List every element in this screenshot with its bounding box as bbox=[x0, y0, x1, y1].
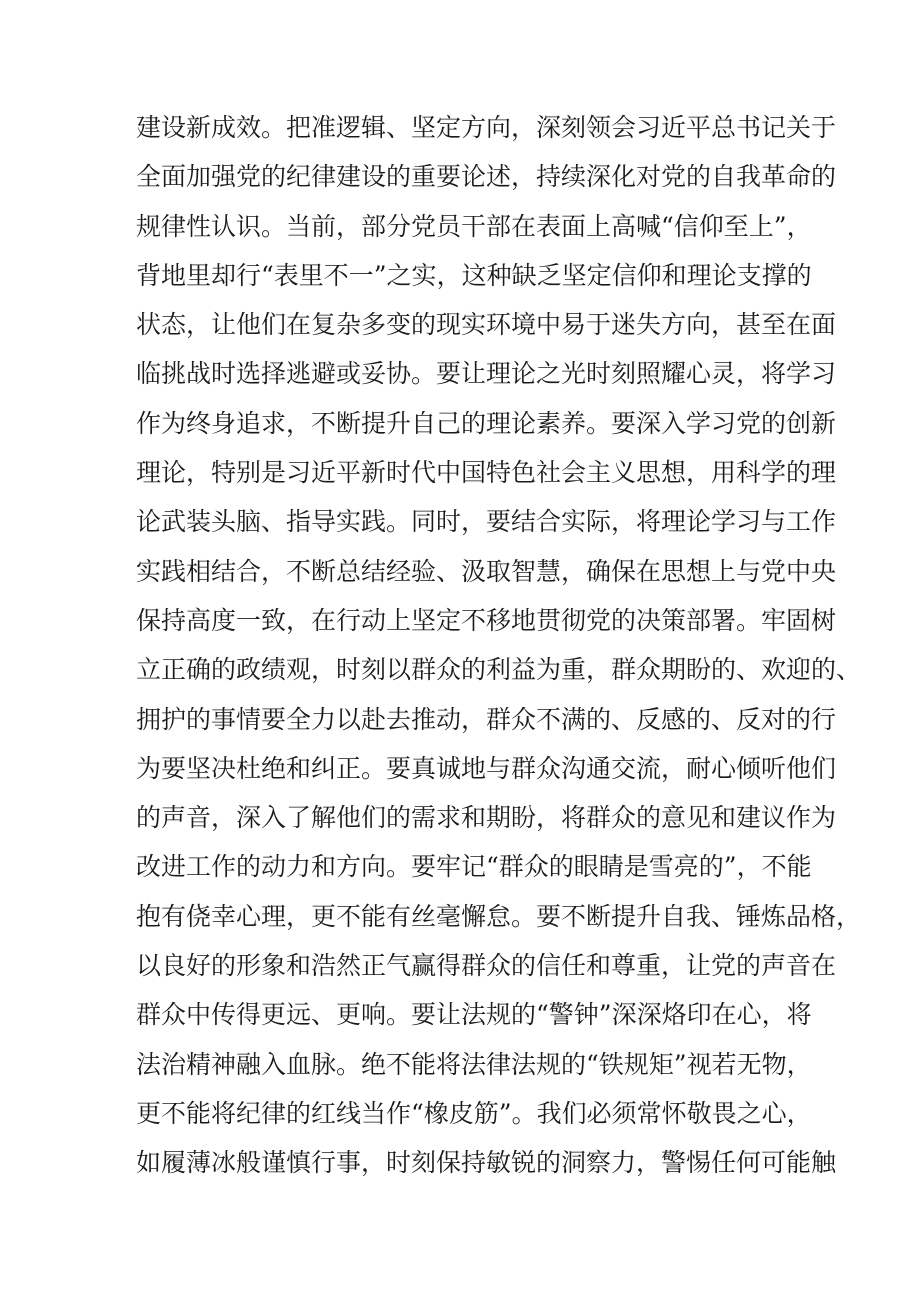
text-line-7: 作为终身追求，不断提升自己的理论素养。要深入学习党的创新 bbox=[136, 408, 837, 438]
text-line-3: 规律性认识。当前，部分党员干部在表面上高喊“信仰至上”， bbox=[136, 211, 812, 241]
text-line-10: 实践相结合，不断总结经验、汲取智慧，确保在思想上与党中央 bbox=[136, 556, 837, 586]
text-line-19: 群众中传得更远、更响。要让法规的“警钟”深深烙印在心，将 bbox=[136, 1000, 812, 1030]
text-line-5: 状态，让他们在复杂多变的现实环境中易于迷失方向，甚至在面 bbox=[136, 310, 837, 340]
text-line-18: 以良好的形象和浩然正气赢得群众的信任和尊重，让党的声音在 bbox=[136, 951, 837, 981]
text-line-2: 全面加强党的纪律建设的重要论述，持续深化对党的自我革命的 bbox=[136, 162, 837, 192]
body-paragraph bbox=[136, 103, 862, 1188]
text-line-12: 立正确的政绩观，时刻以群众的利益为重，群众期盼的、欢迎的、 bbox=[136, 655, 862, 685]
text-line-16: 改进工作的动力和方向。要牢记“群众的眼睛是雪亮的”，不能 bbox=[136, 852, 812, 882]
text-line-9: 论武装头脑、指导实践。同时，要结合实际，将理论学习与工作 bbox=[136, 507, 837, 537]
text-line-4: 背地里却行“表里不一”之实，这种缺乏坚定信仰和理论支撑的 bbox=[136, 260, 812, 290]
text-line-22: 如履薄冰般谨慎行事，时刻保持敏锐的洞察力，警惕任何可能触 bbox=[136, 1148, 837, 1178]
text-line-6: 临挑战时选择逃避或妥协。要让理论之光时刻照耀心灵，将学习 bbox=[136, 359, 837, 389]
text-line-8: 理论，特别是习近平新时代中国特色社会主义思想，用科学的理 bbox=[136, 458, 837, 488]
text-line-21: 更不能将纪律的红线当作“橡皮筋”。我们必须常怀敬畏之心， bbox=[136, 1098, 812, 1128]
text-line-20: 法治精神融入血脉。绝不能将法律法规的“铁规矩”视若无物， bbox=[136, 1049, 812, 1079]
text-line-13: 拥护的事情要全力以赴去推动，群众不满的、反感的、反对的行 bbox=[136, 704, 837, 734]
text-line-11: 保持高度一致，在行动上坚定不移地贯彻党的决策部署。牢固树 bbox=[136, 605, 837, 635]
text-line-17: 抱有侥幸心理，更不能有丝毫懈怠。要不断提升自我、锤炼品格， bbox=[136, 901, 862, 931]
text-line-14: 为要坚决杜绝和纠正。要真诚地与群众沟通交流，耐心倾听他们 bbox=[136, 753, 837, 783]
text-line-15: 的声音，深入了解他们的需求和期盼，将群众的意见和建议作为 bbox=[136, 803, 837, 833]
text-line-1: 建设新成效。把准逻辑、坚定方向，深刻领会习近平总书记关于 bbox=[136, 113, 837, 142]
